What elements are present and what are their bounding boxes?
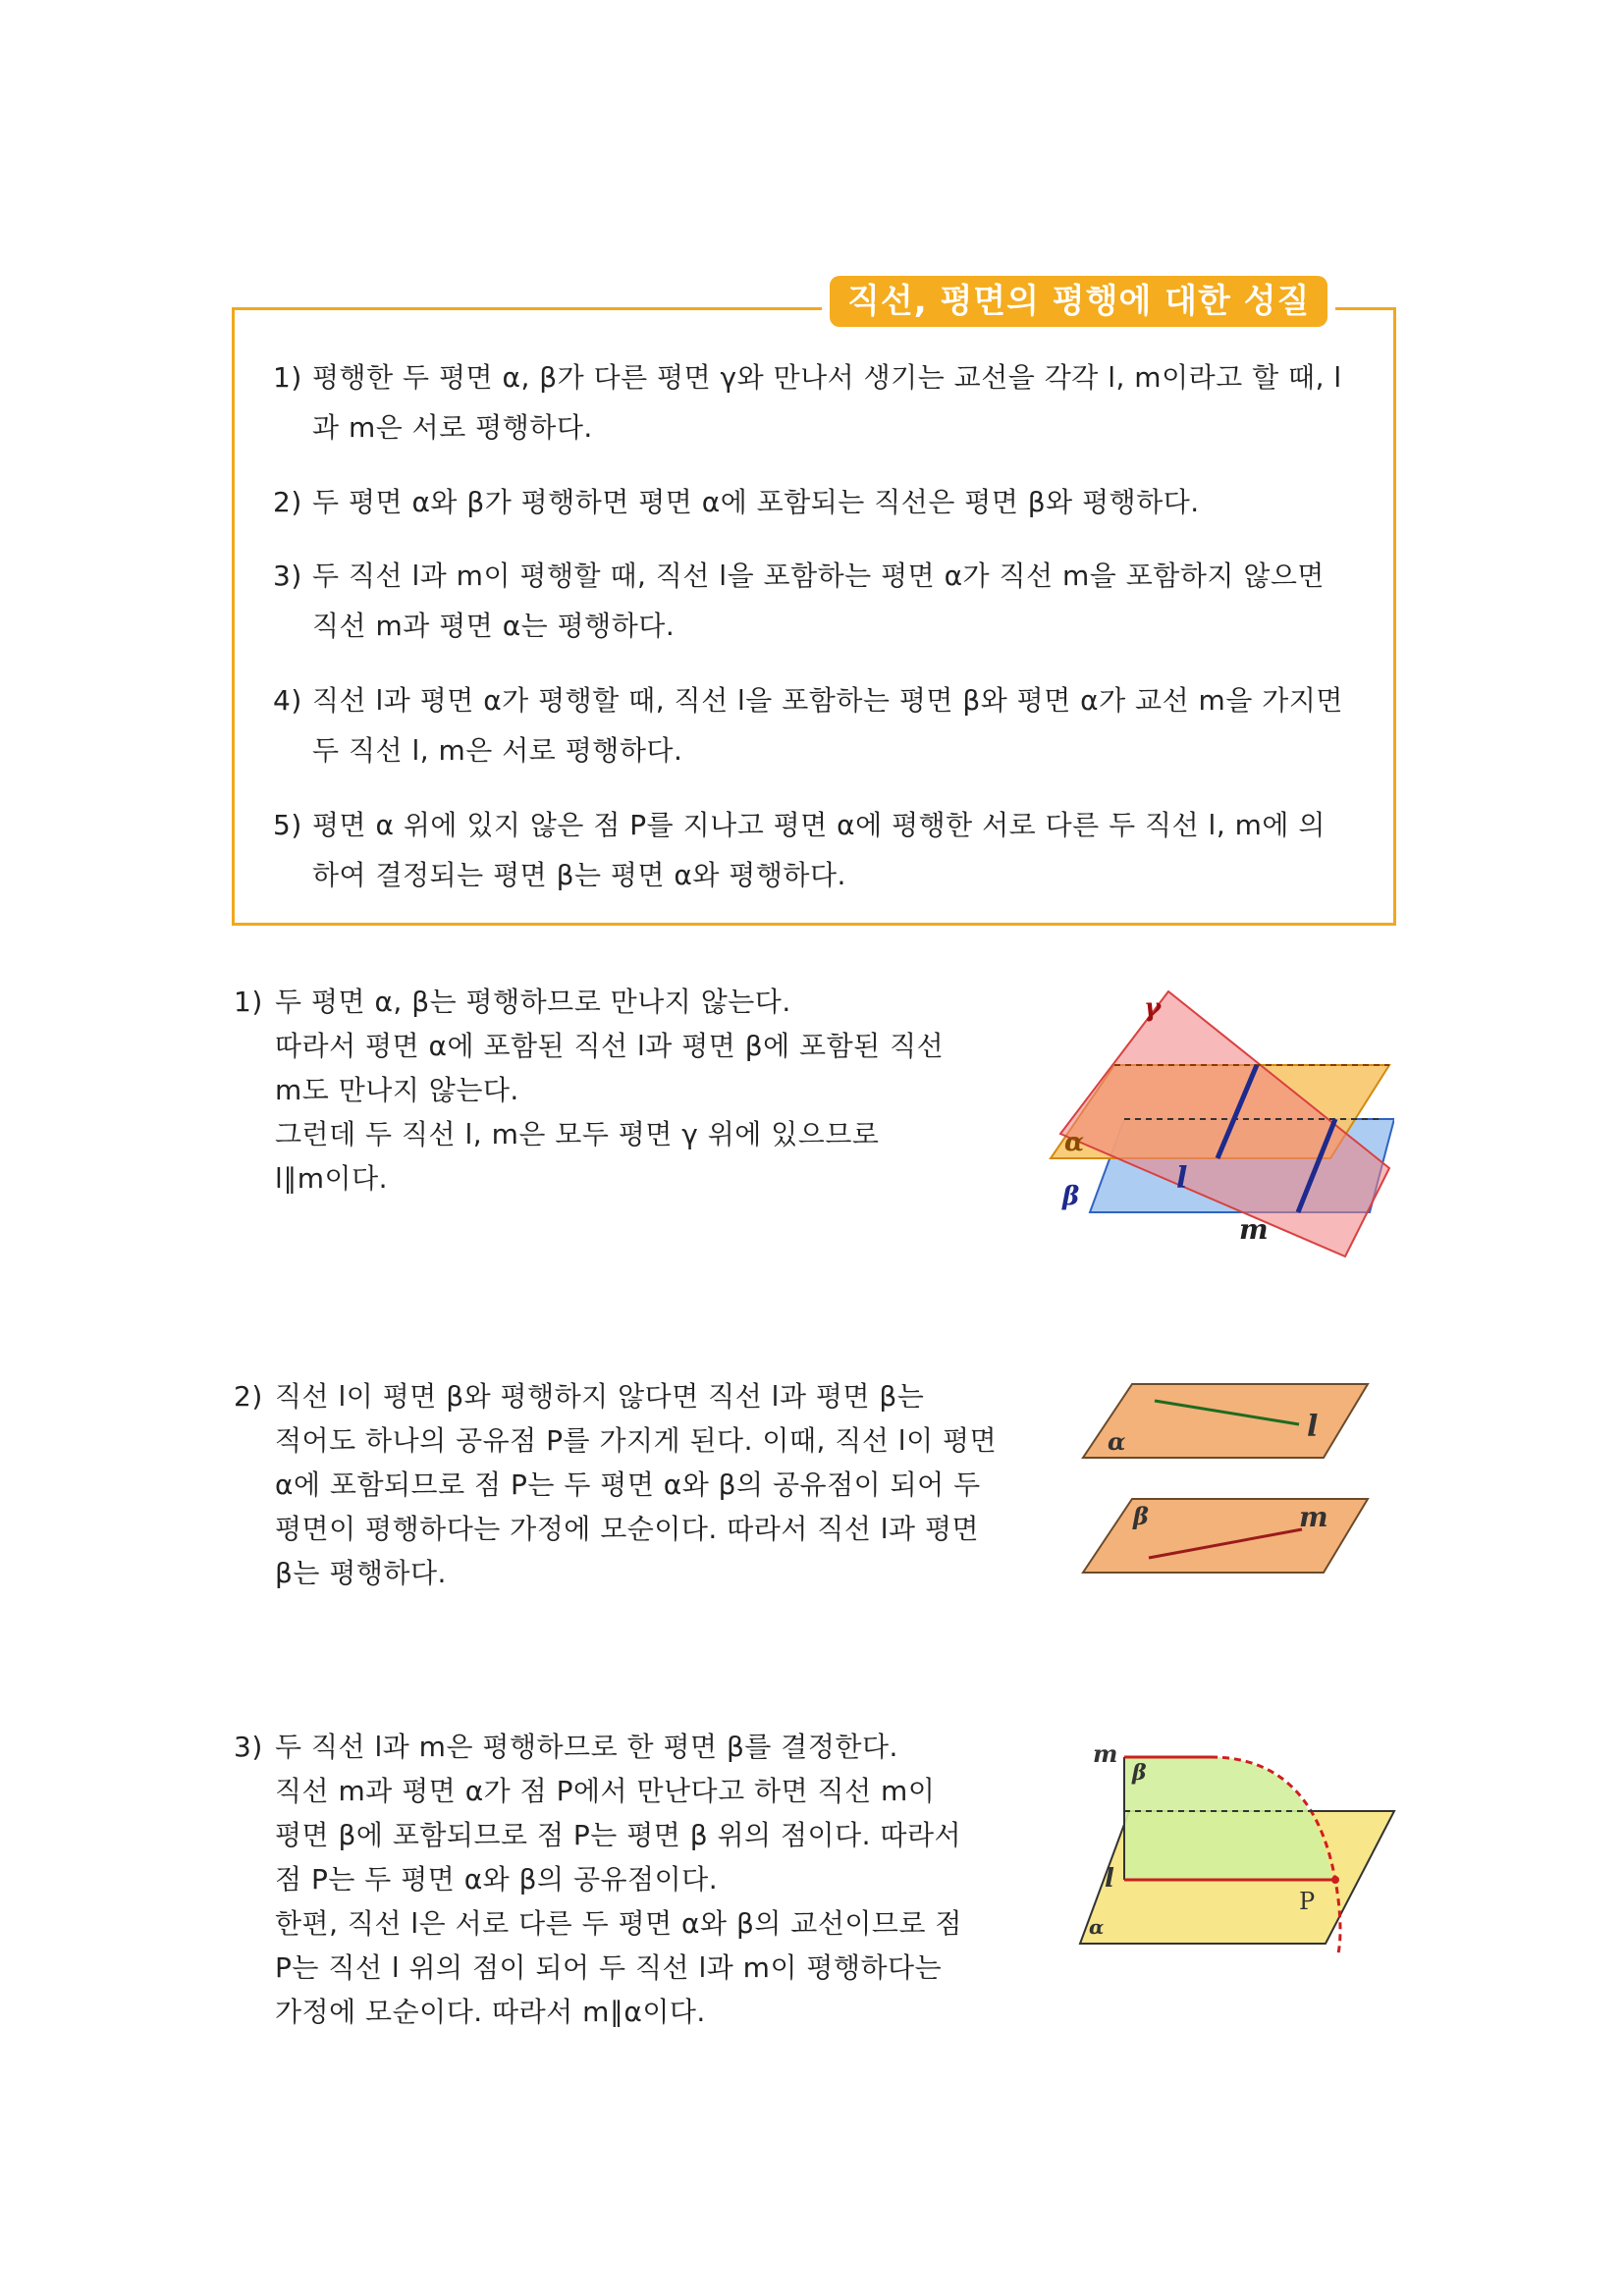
proof-line: P는 직선 l 위의 점이 되어 두 직선 l과 m이 평행하다는 [275, 1951, 943, 1984]
proof-line: 가정에 모순이다. 따라서 m∥α이다. [275, 1996, 706, 2028]
alpha-label: α [1064, 1128, 1085, 1157]
l-label: l [1176, 1161, 1188, 1196]
property-item-5 [273, 800, 1343, 900]
figure-1-intersecting-planes [1041, 982, 1394, 1276]
item-text: 평행한 두 평면 α, β가 다른 평면 γ와 만나서 생기는 교선을 각각 l, m이라고 할 때, l과 m은 서로 평행하다. [312, 361, 1342, 444]
item-text: 두 평면 α와 β가 평행하면 평면 α에 포함되는 직선은 평면 β와 평행하다. [312, 486, 1200, 518]
proof-line: 그런데 두 직선 l, m은 모두 평면 γ 위에 있으므로 [275, 1118, 880, 1150]
proof-line: 점 P는 두 평면 α와 β의 공유점이다. [275, 1863, 719, 1896]
proof-line: α에 포함되므로 점 P는 두 평면 α와 β의 공유점이 되어 두 [275, 1468, 981, 1501]
proof-number: 1) [234, 986, 263, 1018]
m-label: m [1299, 1501, 1328, 1533]
m-label: m [1239, 1213, 1269, 1246]
alpha-label: α [1108, 1427, 1126, 1456]
proof-line: 평면 β에 포함되므로 점 P는 평면 β 위의 점이다. 따라서 [275, 1819, 962, 1851]
item-number: 3) [273, 560, 302, 592]
item-number: 2) [273, 486, 302, 518]
property-item-1 [273, 352, 1363, 453]
beta-label: β [1132, 1760, 1147, 1786]
l-label: l [1105, 1864, 1114, 1894]
item-text: 두 직선 l과 m이 평행할 때, 직선 l을 포함하는 평면 α가 직선 m을 포함하지 않으면 직선 m과 평면 α는 평행하다. [312, 560, 1325, 642]
proof-2 [234, 1374, 1049, 1595]
gamma-label: γ [1144, 993, 1162, 1023]
beta-label: β [1133, 1502, 1149, 1530]
alpha-label: α [1089, 1915, 1105, 1939]
figure-3-line-plane [1075, 1733, 1409, 1998]
property-item-3 [273, 551, 1333, 651]
proof-line: 따라서 평면 α에 포함된 직선 l과 평면 β에 포함된 직선 [275, 1030, 945, 1062]
proof-number: 2) [234, 1380, 263, 1413]
proof-line: 적어도 하나의 공유점 P를 가지게 된다. 이때, 직선 l이 평면 [275, 1424, 998, 1457]
item-number: 4) [273, 684, 302, 717]
proof-line: 직선 l이 평면 β와 평행하지 않다면 직선 l과 평면 β는 [275, 1380, 925, 1413]
property-item-4 [273, 675, 1353, 775]
figure-2-parallel-planes [1078, 1379, 1373, 1585]
proof-line: m도 만나지 않는다. [275, 1074, 519, 1106]
proof-number: 3) [234, 1731, 263, 1763]
item-text: 직선 l과 평면 α가 평행할 때, 직선 l을 포함하는 평면 β와 평면 α가 교선 m을 가지면 두 직선 l, m은 서로 평행하다. [312, 684, 1343, 767]
m-label: m [1093, 1739, 1118, 1768]
property-item-2 [273, 477, 1363, 527]
item-text: 평면 α 위에 있지 않은 점 P를 지나고 평면 α에 평행한 서로 다른 두 직선 l, m에 의하여 결정되는 평면 β는 평면 α와 평행하다. [312, 809, 1326, 891]
proof-line: 한편, 직선 l은 서로 다른 두 평면 α와 β의 교선이므로 점 [275, 1907, 962, 1940]
proof-line: 두 직선 l과 m은 평행하므로 한 평면 β를 결정한다. [275, 1731, 898, 1763]
l-label: l [1307, 1410, 1319, 1444]
proof-1 [234, 980, 1019, 1201]
proof-line: 두 평면 α, β는 평행하므로 만나지 않는다. [275, 986, 791, 1018]
proof-3 [234, 1725, 1049, 2034]
point-p-label: P [1299, 1888, 1316, 1915]
beta-label: β [1062, 1182, 1080, 1211]
item-number: 1) [273, 361, 302, 394]
proof-line: 직선 m과 평면 α가 점 P에서 만난다고 하면 직선 m이 [275, 1775, 936, 1807]
proof-line: β는 평행하다. [275, 1557, 447, 1589]
box-title: 직선, 평면의 평행에 대한 성질 [830, 276, 1327, 327]
item-number: 5) [273, 809, 302, 841]
proof-line: 평면이 평행하다는 가정에 모순이다. 따라서 직선 l과 평면 [275, 1513, 980, 1545]
proof-line: l∥m이다. [275, 1162, 389, 1195]
